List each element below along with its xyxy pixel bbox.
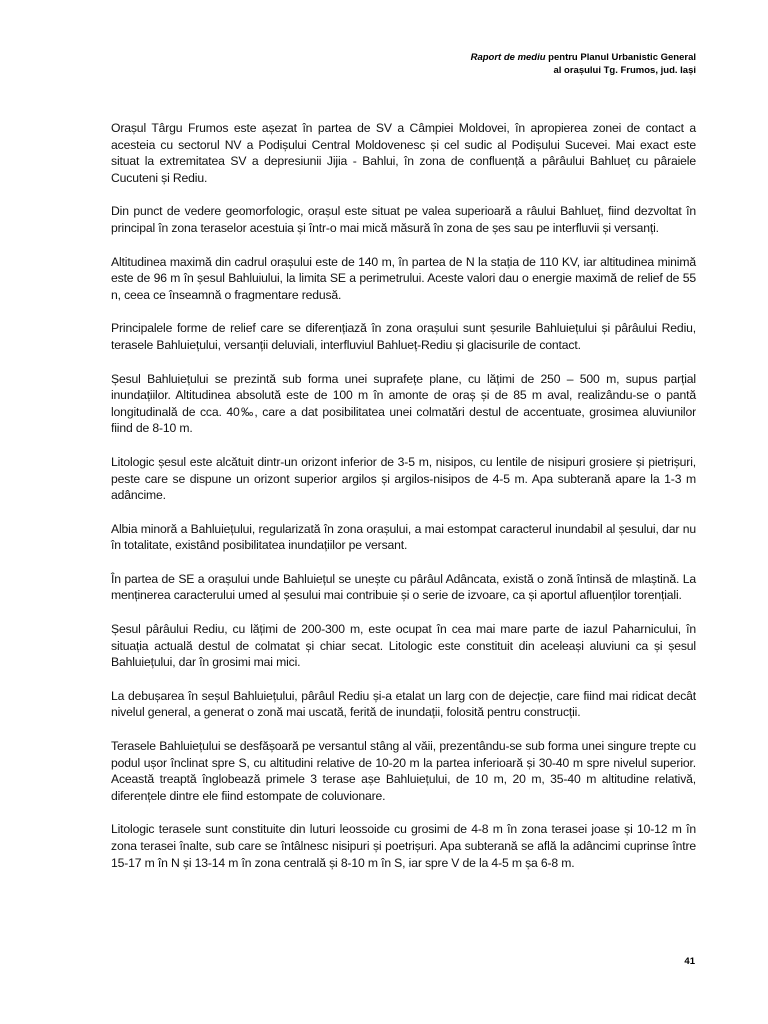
page-number: 41: [684, 956, 695, 967]
paragraph: Principalele forme de relief care se diferențiază în zona orașului sunt șesurile Bahluiețului și pârâului Rediu, terasele Bahluiețului, versanții deluviali, interfluviul Bahlueț-Rediu și glacisurile de contact.: [111, 321, 696, 352]
paragraph: Din punct de vedere geomorfologic, orașul este situat pe valea superioară a râului Bahlueț, fiind dezvoltat în principal în zona teraselor acestuia și într-o mai mică măsură în zona de șes sau pe interfluvii și versanți.: [111, 204, 696, 235]
running-header: [471, 51, 696, 77]
paragraph: Orașul Târgu Frumos este așezat în partea de SV a Câmpiei Moldovei, în apropierea zonei de contact a acesteia cu sectorul NV a Podișului Central Moldovenesc și cel sudic al Podișului Sucevei. Mai exact este situat la extremitatea SV a depresiunii Jijia - Bahlui, în zona de confluență a pârâului Bahlueț cu pâraiele Cucuteni și Rediu.: [111, 121, 696, 185]
paragraph: La debușarea în seșul Bahluiețului, pârâul Rediu și-a etalat un larg con de dejecție, care fiind mai ridicat decât nivelul general, a generat o zonă mai uscată, ferită de inundații, folosită pentru construcții.: [111, 688, 696, 720]
paragraph: Terasele Bahluiețului se desfășoară pe versantul stâng al văii, prezentându-se sub forma unei singure trepte cu podul ușor înclinat spre S, cu altitudini relative de 10-20 m la partea inferioară și 30-40 m spre nivelul superior. Această treaptă înglobează primele 3 terase așe Bahluiețului, de 10 m, 20 m, 35-40 m altitudine relativă, diferențele dintre ele fiind estompate de coluvionare.: [111, 739, 696, 803]
paragraph: În partea de SE a orașului unde Bahluiețul se unește cu pârâul Adâncata, există o zonă întinsă de mlaștină. La menținerea caracterului umed al șesului mai contribuie și o serie de izvoare, ca și aportul afluenților torențiali.: [111, 571, 696, 603]
header-report-title: Raport de mediu: [470, 52, 546, 63]
paragraph: Litologic șesul este alcătuit dintr-un orizont inferior de 3-5 m, nisipos, cu lentile de nisipuri grosiere și pietrișuri, peste care se dispune un orizont superior argilos și argilos-nisipos de 4-5 m. Apa subterană apare la 1-3 m adâncime.: [111, 454, 696, 503]
paragraph: Șesul pârâului Rediu, cu lățimi de 200-300 m, este ocupat în cea mai mare parte de iazul Paharnicului, în situația actuală destul de colmatat și chiar secat. Litologic este constituit din aceleași aluviuni ca și șesul Bahluiețului, dar în grosimi mai mici.: [111, 622, 696, 670]
header-line-1: [471, 51, 696, 64]
header-line-2: al orașului Tg. Frumos, jud. Iași: [553, 65, 696, 76]
paragraph: Albia minoră a Bahluiețului, regularizată în zona orașului, a mai estompat caracterul inundabil al șesului, dar nu în totalitate, existând posibilitatea inundațiilor pe versant.: [111, 521, 696, 553]
paragraph: Șesul Bahluiețului se prezintă sub forma unei suprafețe plane, cu lățimi de 250 – 500 m, supus parțial inundațiilor. Altitudinea absolută este de 100 m în amonte de oraș și de 85 m aval, realizându-se o pantă longitudinală de cca. 40‰, care a dat posibilitatea unei colmatări destul de accentuate, grosimea aluviunilor fiind de 8-10 m.: [111, 371, 696, 436]
paragraph: Litologic terasele sunt constituite din luturi leossoide cu grosimi de 4-8 m în zona terasei joase și 10-12 m în zona terasei înalte, sub care se întâlnesc nisipuri și poetrișuri. Apa subterană se află la adâncimi cuprinse între 15-17 m în N și 13-14 m în zona centrală și 8-10 m în S, iar spre V de la 4-5 m șa 6-8 m.: [111, 822, 696, 870]
body-text: [111, 120, 696, 888]
paragraph: Altitudinea maximă din cadrul orașului este de 140 m, în partea de N la stația de 110 KV, iar altitudinea minimă este de 96 m în șesul Bahluiului, la limita SE a perimetrului. Aceste valori dau o energie maximă de relief de 55 n, ceea ce înseamnă o fragmentare redusă.: [111, 254, 696, 302]
header-plan-title: pentru Planul Urbanistic General: [545, 52, 696, 63]
